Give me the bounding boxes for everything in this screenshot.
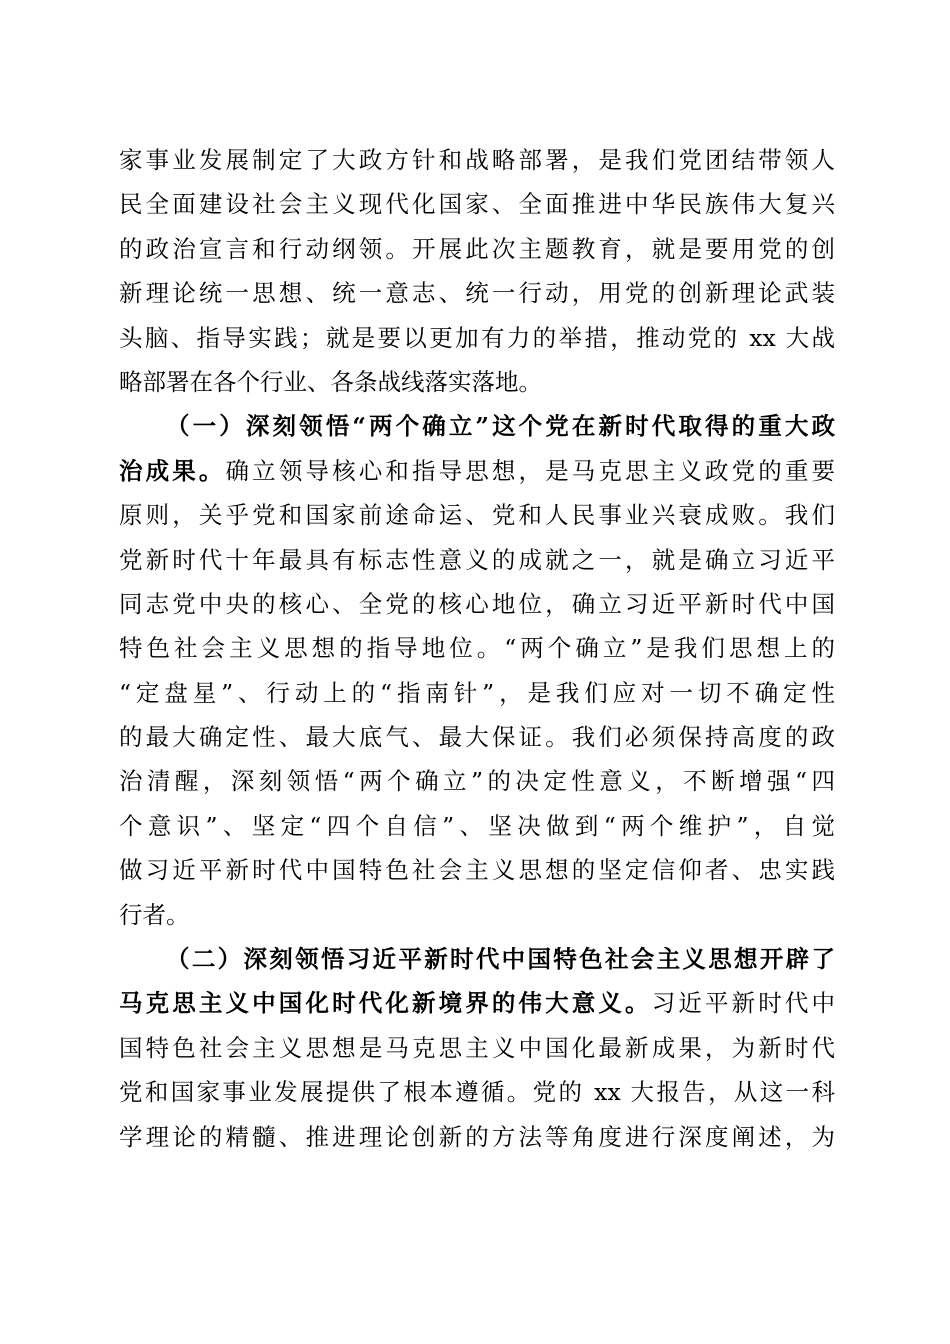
text-line: 行者。 [119, 900, 190, 929]
text-line: 学理论的精髓、推进理论创新的方法等角度进行深度阐述，为 [119, 1122, 835, 1151]
section-heading-text: （一）深刻领悟“两个确立”这个党在新时代取得的重大政 [166, 412, 835, 441]
section-heading-line [119, 937, 835, 981]
body-text [119, 138, 835, 1159]
text-line: 家事业发展制定了大政方针和战略部署，是我们党团结带领人 [119, 146, 835, 174]
text-run: 习近平新时代中 [651, 989, 836, 1018]
text-line [119, 981, 835, 1025]
text-line: 民全面建设社会主义现代化国家、全面推进中华民族伟大复兴 [119, 190, 835, 219]
section-heading-text: 马克思主义中国化时代化新境界的伟大意义。 [119, 989, 652, 1018]
text-line: 的政治宣言和行动纲领。开展此次主题教育，就是要用党的创 [119, 234, 835, 263]
text-line: 特色社会主义思想的指导地位。“两个确立”是我们思想上的 [119, 634, 835, 663]
text-line: 做习近平新时代中国特色社会主义思想的坚定信仰者、忠实践 [119, 856, 835, 885]
text-run: 确立领导核心和指导思想，是马克思主义政党的重要 [225, 456, 836, 485]
text-line: 国特色社会主义思想是马克思主义中国化最新成果，为新时代 [119, 1033, 835, 1062]
text-line: 党新时代十年最具有标志性意义的成就之一，就是确立习近平 [119, 545, 835, 574]
text-line [119, 449, 835, 493]
section-heading-text: （二）深刻领悟习近平新时代中国特色社会主义思想开辟了 [166, 945, 835, 974]
text-line: 新理论统一思想、统一意志、统一行动，用党的创新理论武装 [119, 279, 835, 308]
text-line: “定盘星”、行动上的“指南针”，是我们应对一切不确定性 [119, 678, 835, 707]
text-line: 治清醒，深刻领悟“两个确立”的决定性意义，不断增强“四 [119, 767, 835, 796]
section-heading-line [119, 404, 835, 448]
text-line: 略部署在各个行业、各条战线落实落地。 [119, 367, 542, 396]
section-heading-text: 治成果。 [119, 456, 226, 485]
text-line: 头脑、指导实践；就是要以更加有力的举措，推动党的 xx 大战 [119, 323, 835, 352]
text-line: 党和国家事业发展提供了根本遵循。党的 xx 大报告，从这一科 [119, 1078, 835, 1107]
text-line: 同志党中央的核心、全党的核心地位，确立习近平新时代中国 [119, 589, 835, 618]
text-line: 个意识”、坚定“四个自信”、坚决做到“两个维护”，自觉 [119, 811, 835, 840]
text-line: 的最大确定性、最大底气、最大保证。我们必须保持高度的政 [119, 723, 835, 752]
text-line: 原则，关乎党和国家前途命运、党和人民事业兴衰成败。我们 [119, 501, 835, 530]
